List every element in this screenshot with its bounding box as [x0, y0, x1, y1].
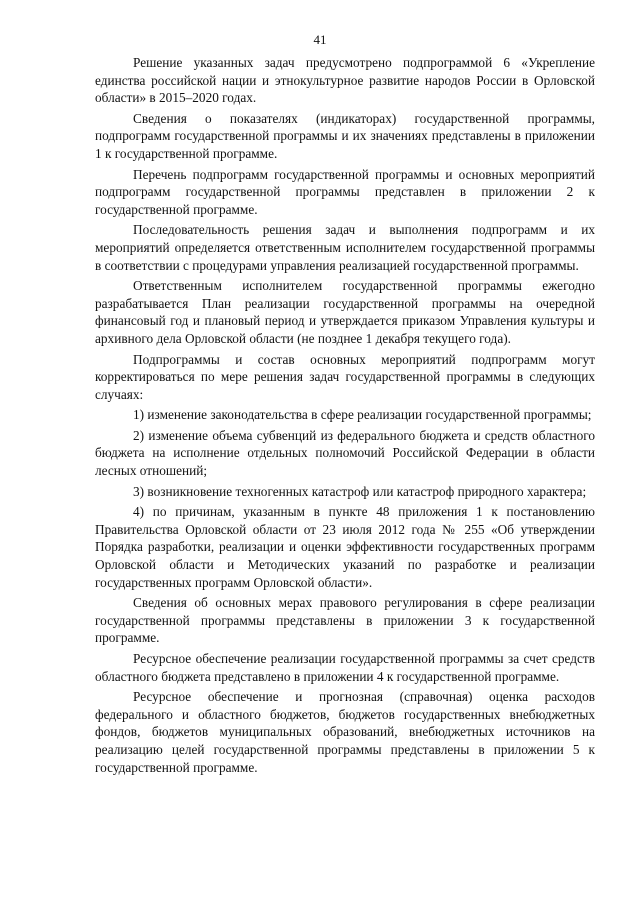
- paragraph: Ресурсное обеспечение реализации государственной программы за счет средств областного бюджета представлено в приложении 4 к государственной программе.: [95, 651, 595, 684]
- page-number: 41: [313, 32, 327, 47]
- paragraph: Сведения об основных мерах правового регулирования в сфере реализации государственной программы представлены в приложении 3 к государственной программе.: [95, 595, 595, 646]
- paragraph: Ресурсное обеспечение и прогнозная (справочная) оценка расходов федерального и областного бюджетов, бюджетов государственных внебюджетных фондов, бюджетов муниципальных образований, внебюджетных источников на реализацию целей государственной программы представлены в приложении 5 к государственной программе.: [95, 689, 595, 775]
- document-body: [95, 54, 595, 776]
- paragraph: Подпрограммы и состав основных мероприятий подпрограмм могут корректироваться по мере решения задач государственной программы в следующих случаях:: [95, 351, 595, 402]
- list-item: 4) по причинам, указанным в пункте 48 приложения 1 к постановлению Правительства Орловской области от 23 июля 2012 года № 255 «Об утверждении Порядка разработки, реализации и оценки эффективности государственных программ Орловской области и Методических указаний по разработке и реализации государственных программ Орловской области».: [95, 504, 595, 590]
- paragraph: Сведения о показателях (индикаторах) государственной программы, подпрограмм государственной программы и их значениях представлены в приложении 1 к государственной программе.: [95, 110, 595, 161]
- list-item: 3) возникновение техногенных катастроф или катастроф природного характера;: [133, 483, 587, 499]
- list-item: 1) изменение законодательства в сфере реализации государственной программы;: [133, 407, 592, 423]
- paragraph: Перечень подпрограмм государственной программы и основных мероприятий подпрограмм государственной программы представлен в приложении 2 к государственной программе.: [95, 166, 595, 217]
- paragraph: Последовательность решения задач и выполнения подпрограмм и их мероприятий определяется ответственным исполнителем государственной программы в соответствии с процедурами управления реализацией государственной программы.: [95, 222, 595, 273]
- paragraph: Решение указанных задач предусмотрено подпрограммой 6 «Укрепление единства российской нации и этнокультурное развитие народов России в Орловской области» в 2015–2020 годах.: [95, 55, 595, 106]
- paragraph: Ответственным исполнителем государственной программы ежегодно разрабатывается План реализации государственной программы на очередной финансовый год и плановый период и утверждается приказом Управления культуры и архивного дела Орловской области (не позднее 1 декабря текущего года).: [95, 278, 595, 346]
- list-item: 2) изменение объема субвенций из федерального бюджета и средств областного бюджета на исполнение отдельных полномочий Российской Федерации в области лесных отношений;: [95, 427, 595, 479]
